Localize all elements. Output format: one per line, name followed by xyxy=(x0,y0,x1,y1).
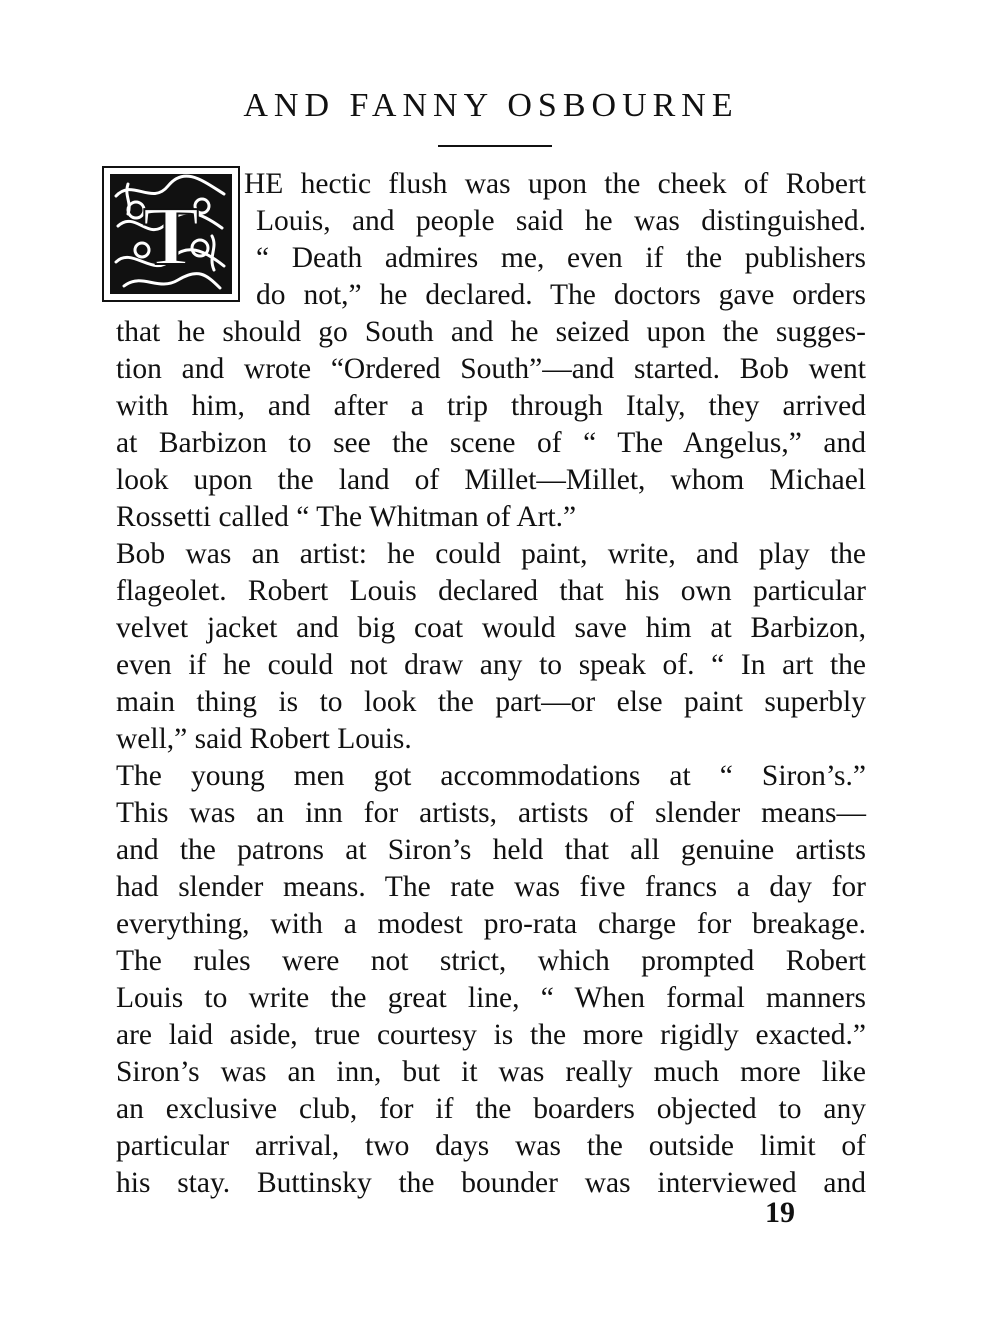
text-line: his stay. Buttinsky the bounder was interviewed and xyxy=(116,1167,866,1199)
drop-cap-letter: T xyxy=(142,190,200,283)
text-line: even if he could not draw any to speak of. “ In art the xyxy=(116,649,866,681)
text-line: This was an inn for artists, artists of slender means— xyxy=(116,797,866,829)
text-line: The rules were not strict, which prompted Robert xyxy=(116,945,866,977)
text-line: everything, with a modest pro-rata charge for breakage. xyxy=(116,908,866,940)
text-line: Louis, and people said he was distinguished. xyxy=(256,205,866,237)
page-number: 19 xyxy=(765,1196,795,1229)
text-line: had slender means. The rate was five francs a day for xyxy=(116,871,866,903)
text-line: an exclusive club, for if the boarders objected to any xyxy=(116,1093,866,1125)
text-line: that he should go South and he seized upon the sugges- xyxy=(116,316,866,348)
text-line: are laid aside, true courtesy is the more rigidly exacted.” xyxy=(116,1019,866,1051)
text-line: flageolet. Robert Louis declared that his own particular xyxy=(116,575,866,607)
text-line: particular arrival, two days was the outside limit of xyxy=(116,1130,866,1162)
text-line: Louis to write the great line, “ When formal manners xyxy=(116,982,866,1014)
text-line: HE hectic flush was upon the cheek of Robert xyxy=(244,168,866,200)
text-line: tion and wrote “Ordered South”—and started. Bob went xyxy=(116,353,866,385)
text-line: Rossetti called “ The Whitman of Art.” xyxy=(116,501,577,533)
text-line: main thing is to look the part—or else paint superbly xyxy=(116,686,866,718)
text-line: velvet jacket and big coat would save him at Barbizon, xyxy=(116,612,866,644)
text-line: Bob was an artist: he could paint, write, and play the xyxy=(116,538,866,570)
text-line: with him, and after a trip through Italy, they arrived xyxy=(116,390,866,422)
text-line: and the patrons at Siron’s held that all genuine artists xyxy=(116,834,866,866)
running-head: AND FANNY OSBOURNE xyxy=(243,87,739,124)
text-line: The young men got accommodations at “ Siron’s.” xyxy=(116,760,866,792)
text-line: “ Death admires me, even if the publishers xyxy=(256,242,866,274)
head-rule xyxy=(438,145,552,147)
text-line: do not,” he declared. The doctors gave orders xyxy=(256,279,866,311)
body-text xyxy=(116,166,866,1202)
text-line: well,” said Robert Louis. xyxy=(116,723,412,755)
text-line: look upon the land of Millet—Millet, whom Michael xyxy=(116,464,866,496)
text-line: at Barbizon to see the scene of “ The Angelus,” and xyxy=(116,427,866,459)
text-line: Siron’s was an inn, but it was really much more like xyxy=(116,1056,866,1088)
